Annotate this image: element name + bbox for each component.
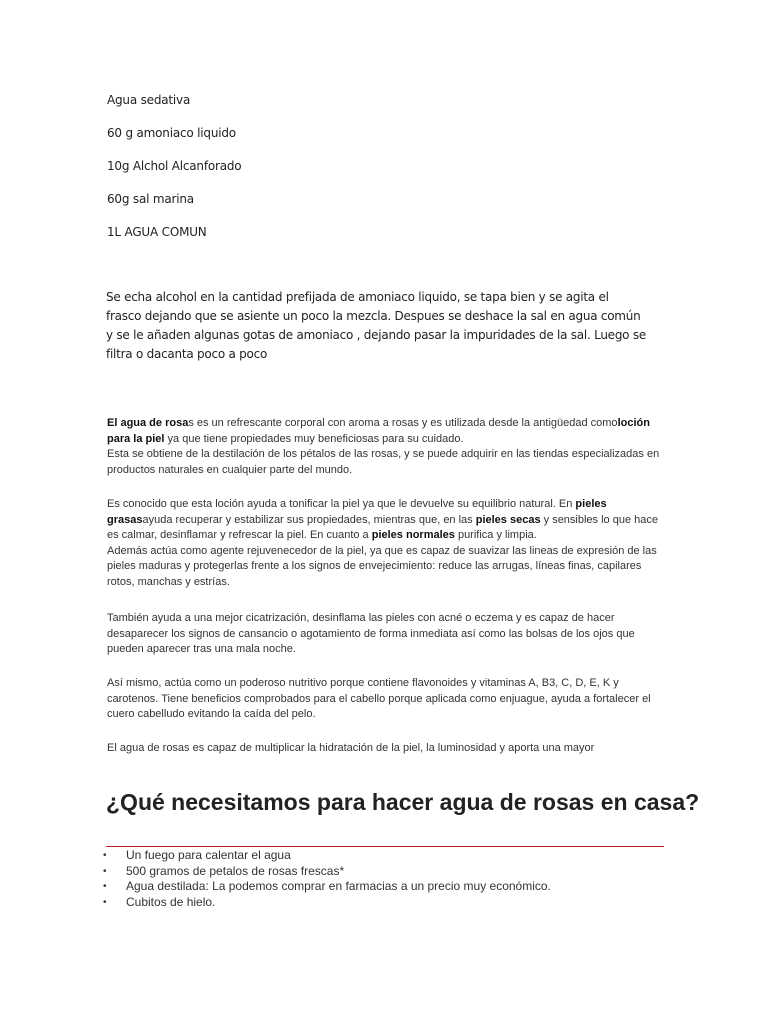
p1-text-1: s es un refrescante corporal con aroma a rosas y es utilizada desde la antigüedad como [188,417,618,429]
bold-pieles-secas: pieles secas [475,513,541,526]
list-item [103,863,666,880]
ingredient-alcohol: 10g Alchol Alcanforado [107,159,242,173]
article-paragraph-2 [107,497,667,591]
article-paragraph-1 [107,416,667,478]
ingredients-list [103,848,666,910]
recipe-instructions: Se echa alcohol en la cantidad prefijada de amoniaco liquido, se tapa bien y se agita el frasco dejando que se asiente un poco la mezcla. Despues se deshace la sal en agua común y se le añaden algunas gotas de amoniaco , dejando pasar la impuridades de la sal. Luego se filtra o dacanta poco a poco [106,290,646,361]
p2-text-5: Además actúa como agente rejuvenecedor de la piel, ya que es capaz de suavizar las lineas de expresión de las pieles maduras y protegerlas frente a los signos de envejecimiento: reduce las arrugas, líneas finas, capilares rotos, manchas y estrías. [107,544,657,588]
article-paragraph-5: El agua de rosas es capaz de multiplicar la hidratación de la piel, la luminosidad y aporta una mayor [107,742,595,754]
bullet-icon: • [103,881,107,892]
bold-locion: loción para la piel [107,417,650,445]
p2-text-2: ayuda recuperar y estabilizar sus propiedades, mientras que, en las [142,513,476,526]
list-item-text: 500 gramos de petalos de rosas frescas* [126,863,345,878]
list-item-text: Un fuego para calentar el agua [126,848,291,862]
list-item-text: Agua destilada: La podemos comprar en farmacias a un precio muy económico. [126,879,551,893]
p2-text-3: y sensibles lo que hace es calmar, desinflamar y refrescar la piel. En cuanto a [107,513,658,542]
p1-text-2: ya que tiene propiedades muy beneficiosas para su cuidado. [164,432,464,445]
heading-underline [106,846,664,847]
article-paragraph-3: También ayuda a una mejor cicatrización, desinflama las pieles con acné o eczema y es capaz de hacer desaparecer los signos de cansancio o agotamiento de forma inmediata así como las bolsas de los ojos que pueden aparecer tras una mala noche. [107,612,635,656]
bullet-icon: • [103,865,107,877]
ingredient-water: 1L AGUA COMUN [107,225,207,239]
p2-text-1: Es conocido que esta loción ayuda a tonificar la piel ya que le devuelve su equilibrio natural. En [107,498,576,510]
bullet-icon: • [103,850,107,861]
p1-text-3: Esta se obtiene de la destilación de los pétalos de las rosas, y se puede adquirir en las tiendas especializadas en productos naturales en cualquier parte del mundo. [107,448,660,476]
list-item [103,879,666,895]
list-item [103,894,666,911]
list-item-text: Cubitos de hielo. [126,894,216,909]
p2-text-4: purifica y limpia. [454,529,537,542]
recipe-title: Agua sedativa [107,93,191,107]
section-heading: ¿Qué necesitamos para hacer agua de rosas en casa? [106,789,700,815]
bold-pieles-grasas: pieles grasas [107,498,607,526]
article-paragraph-4: Así mismo, actúa como un poderoso nutritivo porque contiene flavonoides y vitaminas A, B3, C, D, E, K y carotenos. Tiene beneficios comprobados para el cabello porque aplicada como enjuague, ayuda a fortalecer el cuero cabelludo evitando la caída del pelo. [107,677,651,721]
ingredient-ammonia: 60 g amoniaco liquido [107,126,236,140]
bold-pieles-normales: pieles normales [371,529,455,542]
list-item [103,848,666,864]
bullet-icon: • [103,896,107,908]
bold-agua-de-rosa: El agua de rosa [107,417,189,429]
ingredient-salt: 60g sal marina [107,192,194,206]
